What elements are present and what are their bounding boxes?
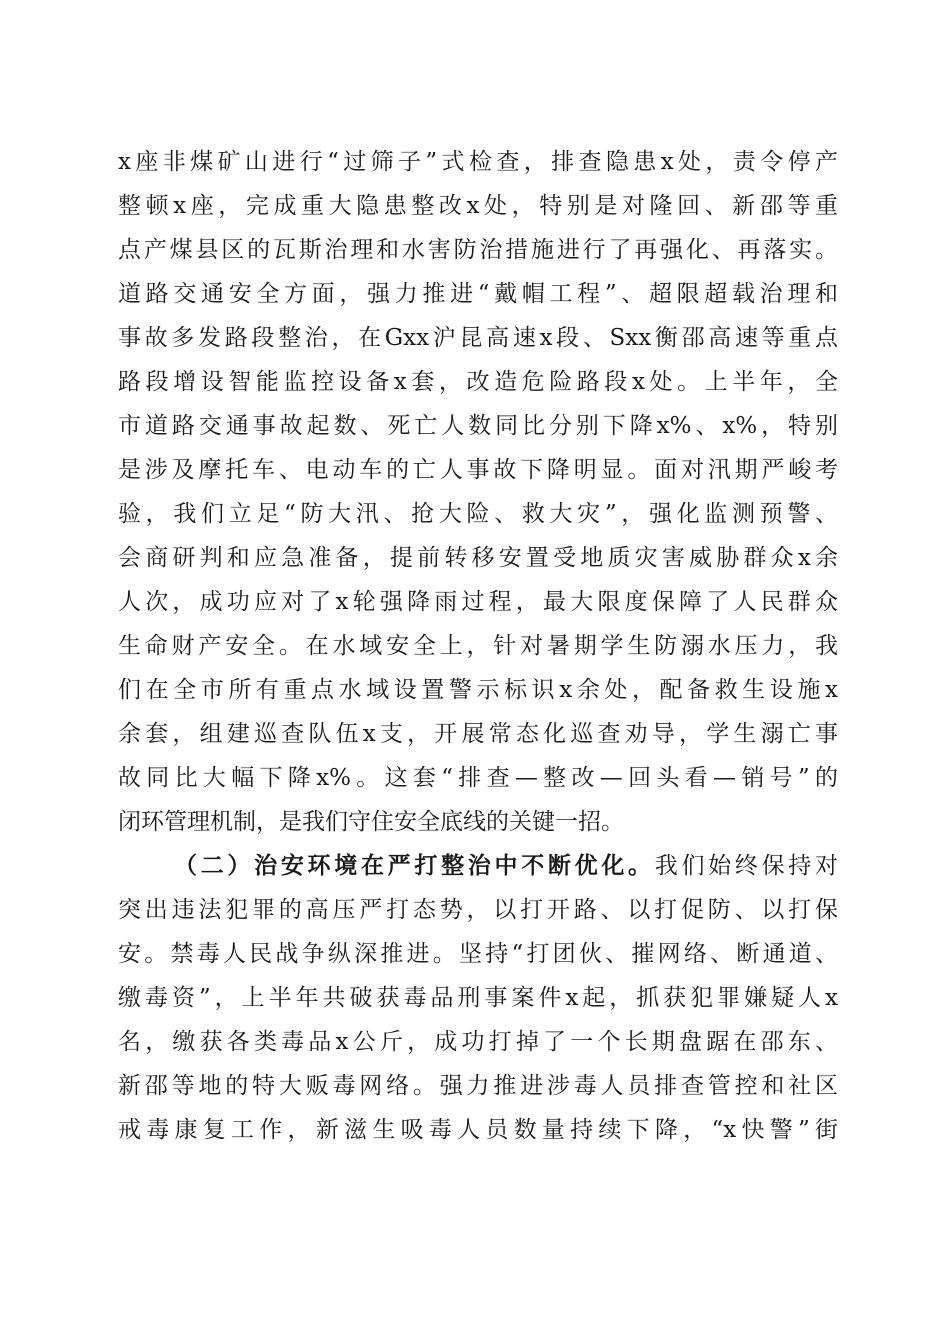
paragraph-line: 新邵等地的特大贩毒网络。强力推进涉毒人员排查管控和社区 [118,1073,838,1099]
paragraph-line: x座非煤矿山进行“过筛子”式检查，排查隐患x处，责令停产 [118,149,838,175]
paragraph-line: 市道路交通事故起数、死亡人数同比分别下降x%、x%，特别 [118,413,838,439]
paragraph-line: 突出违法犯罪的高压严打态势，以打开路、以打促防、以打保 [118,897,838,923]
paragraph-line: 缴毒资”，上半年共破获毒品刑事案件x起，抓获犯罪嫌疑人x [118,985,838,1011]
paragraph-line: 故同比大幅下降x%。这套“排查—整改—回头看—销号”的 [118,765,838,791]
paragraph-line: 事故多发路段整治，在Gxx沪昆高速x段、Sxx衡邵高速等重点 [118,325,838,351]
paragraph-line: 们在全市所有重点水域设置警示标识x余处，配备救生设施x [118,677,838,703]
section-heading: （二）治安环境在严打整治中不断优化。 [174,852,655,879]
paragraph-line: 整顿x座，完成重大隐患整改x处，特别是对隆回、新邵等重 [118,193,838,219]
paragraph-line: 验，我们立足“防大汛、抢大险、救大灾”，强化监测预警、 [118,501,838,527]
paragraph-line: 点产煤县区的瓦斯治理和水害防治措施进行了再强化、再落实。 [118,237,838,263]
paragraph-line: 会商研判和应急准备，提前转移安置受地质灾害威胁群众x余 [118,545,838,571]
paragraph-line: 人次，成功应对了x轮强降雨过程，最大限度保障了人民群众 [118,589,838,615]
paragraph-line: 戒毒康复工作，新滋生吸毒人员数量持续下降，“x快警”街 [118,1117,838,1143]
paragraph-line: 名，缴获各类毒品x公斤，成功打掉了一个长期盘踞在邵东、 [118,1029,838,1055]
paragraph-line: 是涉及摩托车、电动车的亡人事故下降明显。面对汛期严峻考 [118,457,838,483]
paragraph-line: 道路交通安全方面，强力推进“戴帽工程”、超限超载治理和 [118,281,838,307]
paragraph-line: 安。禁毒人民战争纵深推进。坚持“打团伙、摧网络、断通道、 [118,941,838,967]
paragraph-line: 生命财产安全。在水域安全上，针对暑期学生防溺水压力，我 [118,633,838,659]
section-heading-line [174,844,838,888]
paragraph-line: 路段增设智能监控设备x套，改造危险路段x处。上半年，全 [118,369,838,395]
paragraph-line: 余套，组建巡查队伍x支，开展常态化巡查劝导，学生溺亡事 [118,721,838,747]
paragraph-text: 我们始终保持对 [654,853,839,879]
paragraph-line: 闭环管理机制，是我们守住安全底线的关键一招。 [118,809,624,835]
